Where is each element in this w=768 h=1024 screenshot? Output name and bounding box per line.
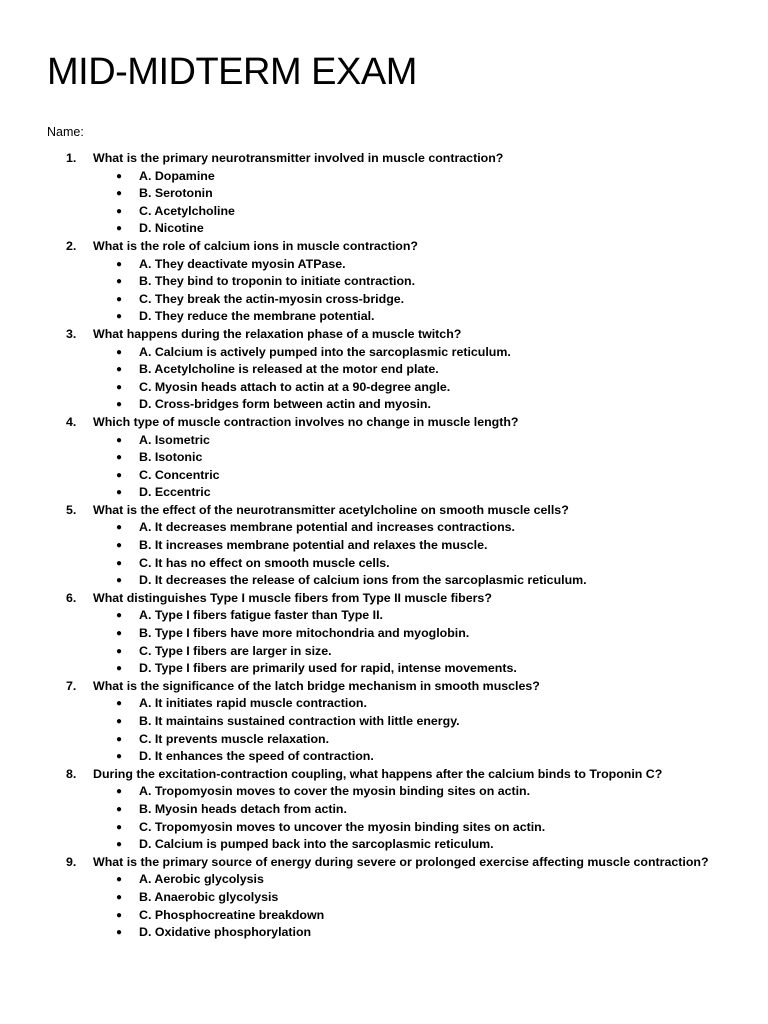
question-number: 2.: [66, 238, 77, 253]
question-row: [0, 590, 768, 608]
option-text: D. Cross-bridges form between actin and myosin.: [139, 397, 431, 412]
bullet-icon: ●: [116, 874, 123, 886]
answer-option: [0, 344, 768, 362]
option-text: C. Acetylcholine: [139, 203, 235, 218]
answer-option: [0, 871, 768, 889]
bullet-icon: ●: [116, 434, 123, 446]
option-text: C. It has no effect on smooth muscle cells.: [139, 555, 390, 570]
option-text: B. It increases membrane potential and relaxes the muscle.: [139, 538, 488, 553]
option-list: [0, 344, 768, 414]
question-row: [0, 414, 768, 432]
answer-option: [0, 467, 768, 485]
answer-option: [0, 748, 768, 766]
option-text: D. It enhances the speed of contraction.: [139, 749, 374, 764]
bullet-icon: ●: [116, 205, 123, 217]
bullet-icon: ●: [116, 364, 123, 376]
answer-option: [0, 203, 768, 221]
bullet-icon: ●: [116, 346, 123, 358]
bullet-icon: ●: [116, 821, 123, 833]
bullet-icon: ●: [116, 188, 123, 200]
answer-option: [0, 185, 768, 203]
bullet-icon: ●: [116, 803, 123, 815]
option-text: A. Aerobic glycolysis: [139, 872, 264, 887]
bullet-icon: ●: [116, 522, 123, 534]
answer-option: [0, 625, 768, 643]
question-row: [0, 502, 768, 520]
question-9: [0, 854, 768, 942]
exam-title: MID-MIDTERM EXAM: [47, 51, 417, 93]
bullet-icon: ●: [116, 628, 123, 640]
bullet-icon: ●: [116, 698, 123, 710]
bullet-icon: ●: [116, 663, 123, 675]
bullet-icon: ●: [116, 258, 123, 270]
option-text: D. It decreases the release of calcium ions from the sarcoplasmic reticulum.: [139, 573, 587, 588]
question-number: 7.: [66, 678, 77, 693]
bullet-icon: ●: [116, 540, 123, 552]
answer-option: [0, 572, 768, 590]
bullet-icon: ●: [116, 557, 123, 569]
option-text: C. Tropomyosin moves to uncover the myosin binding sites on actin.: [139, 819, 546, 834]
option-text: B. Acetylcholine is released at the motor end plate.: [139, 362, 439, 377]
question-text: What is the role of calcium ions in muscle contraction?: [93, 238, 418, 253]
option-text: C. Type I fibers are larger in size.: [139, 643, 332, 658]
answer-option: [0, 379, 768, 397]
question-row: [0, 766, 768, 784]
answer-option: [0, 537, 768, 555]
question-row: [0, 150, 768, 168]
option-text: A. Isometric: [139, 432, 210, 447]
answer-option: [0, 396, 768, 414]
option-text: A. It decreases membrane potential and increases contractions.: [139, 520, 515, 535]
question-row: [0, 678, 768, 696]
option-text: B. They bind to troponin to initiate contraction.: [139, 274, 416, 289]
option-text: C. Concentric: [139, 467, 220, 482]
answer-option: [0, 695, 768, 713]
option-text: D. Oxidative phosphorylation: [139, 925, 312, 940]
answer-option: [0, 449, 768, 467]
option-list: [0, 871, 768, 941]
bullet-icon: ●: [116, 223, 123, 235]
bullet-icon: ●: [116, 751, 123, 763]
question-number: 3.: [66, 326, 77, 341]
answer-option: [0, 819, 768, 837]
bullet-icon: ●: [116, 927, 123, 939]
question-row: [0, 326, 768, 344]
question-text: What happens during the relaxation phase of a muscle twitch?: [93, 326, 462, 341]
question-8: [0, 766, 768, 854]
option-text: A. Calcium is actively pumped into the sarcoplasmic reticulum.: [139, 344, 511, 359]
question-text: During the excitation-contraction coupling, what happens after the calcium binds to Troponin C?: [93, 766, 663, 781]
question-7: [0, 678, 768, 766]
answer-option: [0, 555, 768, 573]
question-text: What is the primary neurotransmitter involved in muscle contraction?: [93, 151, 504, 165]
answer-option: [0, 273, 768, 291]
bullet-icon: ●: [116, 399, 123, 411]
option-text: C. Myosin heads attach to actin at a 90-degree angle.: [139, 379, 451, 394]
question-2: [0, 238, 768, 326]
option-list: [0, 783, 768, 853]
name-label: Name:: [47, 125, 84, 139]
answer-option: [0, 484, 768, 502]
question-text: Which type of muscle contraction involves no change in muscle length?: [93, 414, 519, 429]
option-text: A. Dopamine: [139, 168, 215, 183]
bullet-icon: ●: [116, 786, 123, 798]
option-text: B. It maintains sustained contraction with little energy.: [139, 714, 460, 728]
question-1: [0, 150, 768, 238]
option-text: A. Type I fibers fatigue faster than Type II.: [139, 608, 383, 623]
option-text: D. They reduce the membrane potential.: [139, 309, 375, 324]
bullet-icon: ●: [116, 311, 123, 323]
question-number: 4.: [66, 414, 77, 429]
bullet-icon: ●: [116, 891, 123, 903]
bullet-icon: ●: [116, 716, 123, 727]
question-number: 5.: [66, 502, 77, 517]
option-text: D. Calcium is pumped back into the sarcoplasmic reticulum.: [139, 837, 494, 852]
question-4: [0, 414, 768, 502]
answer-option: [0, 643, 768, 661]
answer-option: [0, 291, 768, 309]
question-number: 1.: [66, 151, 77, 165]
option-text: C. They break the actin-myosin cross-bridge.: [139, 291, 405, 306]
option-text: A. They deactivate myosin ATPase.: [139, 256, 346, 271]
answer-option: [0, 519, 768, 537]
question-number: 8.: [66, 766, 77, 781]
bullet-icon: ●: [116, 469, 123, 481]
option-list: [0, 256, 768, 326]
bullet-icon: ●: [116, 733, 123, 745]
option-list: [0, 607, 768, 677]
answer-option: [0, 924, 768, 942]
question-3: [0, 326, 768, 414]
answer-option: [0, 801, 768, 819]
question-row: [0, 854, 768, 872]
bullet-icon: ●: [116, 839, 123, 851]
option-text: B. Anaerobic glycolysis: [139, 889, 279, 904]
option-text: C. Phosphocreatine breakdown: [139, 907, 325, 922]
answer-option: [0, 220, 768, 238]
bullet-icon: ●: [116, 575, 123, 587]
bullet-icon: ●: [116, 610, 123, 622]
question-row: [0, 238, 768, 256]
option-text: D. Nicotine: [139, 221, 204, 236]
option-text: B. Type I fibers have more mitochondria and myoglobin.: [139, 626, 470, 641]
option-list: [0, 695, 768, 765]
answer-option: [0, 361, 768, 379]
bullet-icon: ●: [116, 645, 123, 657]
question-text: What distinguishes Type I muscle fibers from Type II muscle fibers?: [93, 590, 492, 605]
option-text: B. Myosin heads detach from actin.: [139, 801, 347, 816]
option-text: A. It initiates rapid muscle contraction.: [139, 696, 367, 711]
answer-option: [0, 836, 768, 854]
answer-option: [0, 607, 768, 625]
answer-option: [0, 731, 768, 749]
answer-option: [0, 783, 768, 801]
option-list: [0, 432, 768, 502]
question-list: [0, 150, 768, 942]
answer-option: [0, 660, 768, 678]
question-number: 6.: [66, 590, 77, 605]
question-text: What is the significance of the latch bridge mechanism in smooth muscles?: [93, 678, 540, 693]
option-text: D. Eccentric: [139, 485, 211, 500]
answer-option: [0, 168, 768, 186]
option-text: B. Isotonic: [139, 450, 203, 465]
answer-option: [0, 308, 768, 326]
answer-option: [0, 432, 768, 450]
bullet-icon: ●: [116, 276, 123, 288]
bullet-icon: ●: [116, 381, 123, 393]
option-list: [0, 519, 768, 589]
option-list: [0, 168, 768, 238]
bullet-icon: ●: [116, 293, 123, 305]
answer-option: [0, 713, 768, 731]
answer-option: [0, 256, 768, 274]
bullet-icon: ●: [116, 909, 123, 921]
question-text: What is the primary source of energy during severe or prolonged exercise affecting muscle contraction?: [93, 854, 709, 869]
option-text: A. Tropomyosin moves to cover the myosin binding sites on actin.: [139, 784, 531, 799]
question-number: 9.: [66, 854, 77, 869]
question-5: [0, 502, 768, 590]
question-6: [0, 590, 768, 678]
bullet-icon: ●: [116, 452, 123, 464]
bullet-icon: ●: [116, 170, 123, 182]
answer-option: [0, 889, 768, 907]
question-text: What is the effect of the neurotransmitter acetylcholine on smooth muscle cells?: [93, 502, 569, 517]
option-text: D. Type I fibers are primarily used for rapid, intense movements.: [139, 661, 517, 676]
option-text: B. Serotonin: [139, 186, 213, 201]
answer-option: [0, 907, 768, 925]
bullet-icon: ●: [116, 487, 123, 499]
option-text: C. It prevents muscle relaxation.: [139, 731, 330, 746]
